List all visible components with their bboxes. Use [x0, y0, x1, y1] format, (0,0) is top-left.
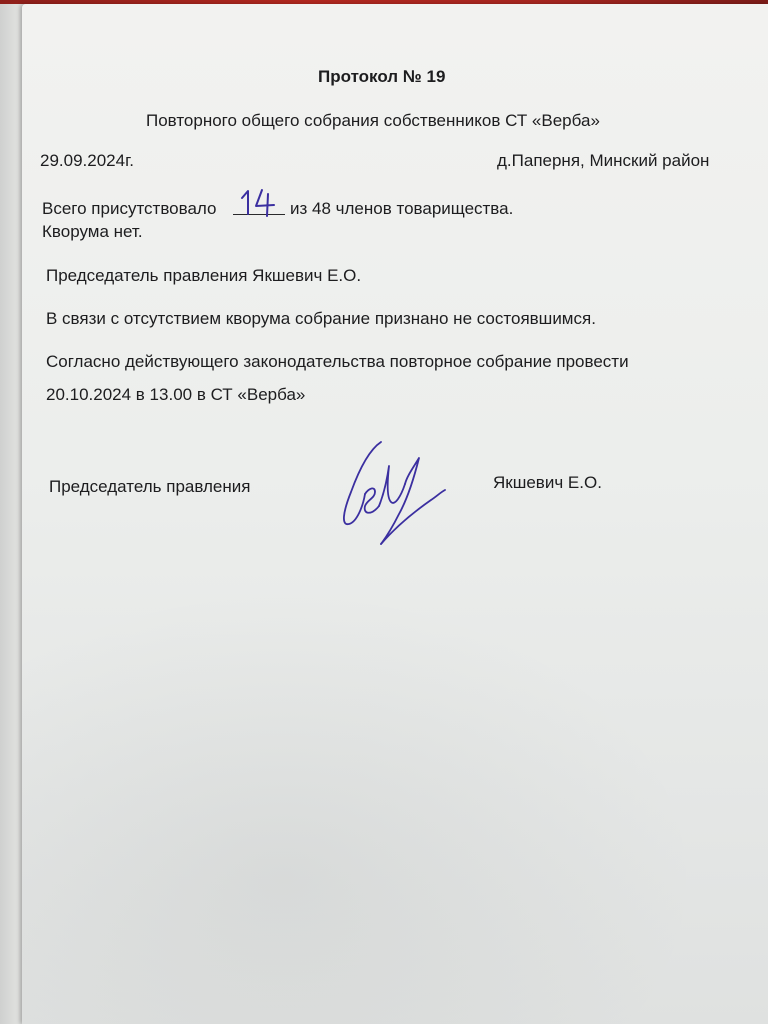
attendance-suffix: из 48 членов товарищества. — [290, 199, 514, 218]
next-meeting-line-2: 20.10.2024 в 13.00 в СТ «Верба» — [46, 385, 306, 404]
handwritten-signature — [335, 440, 455, 550]
document-title: Протокол № 19 — [318, 67, 446, 86]
chairman-line: Председатель правления Якшевич Е.О. — [46, 266, 362, 285]
signature-name: Якшевич Е.О. — [493, 473, 602, 492]
attendance-prefix: Всего присутствовало — [42, 199, 217, 218]
document-date: 29.09.2024г. — [40, 151, 134, 170]
handwritten-count-14 — [236, 186, 284, 218]
document-location: д.Паперня, Минский район — [497, 151, 710, 170]
quorum-line: Кворума нет. — [42, 222, 143, 241]
signature-role: Председатель правления — [49, 477, 251, 496]
document-subtitle: Повторного общего собрания собственников СТ «Верба» — [146, 111, 600, 130]
decision-line: В связи с отсутствием кворума собрание признано не состоявшимся. — [46, 309, 596, 328]
next-meeting-line-1: Согласно действующего законодательства повторное собрание провести — [46, 352, 629, 371]
